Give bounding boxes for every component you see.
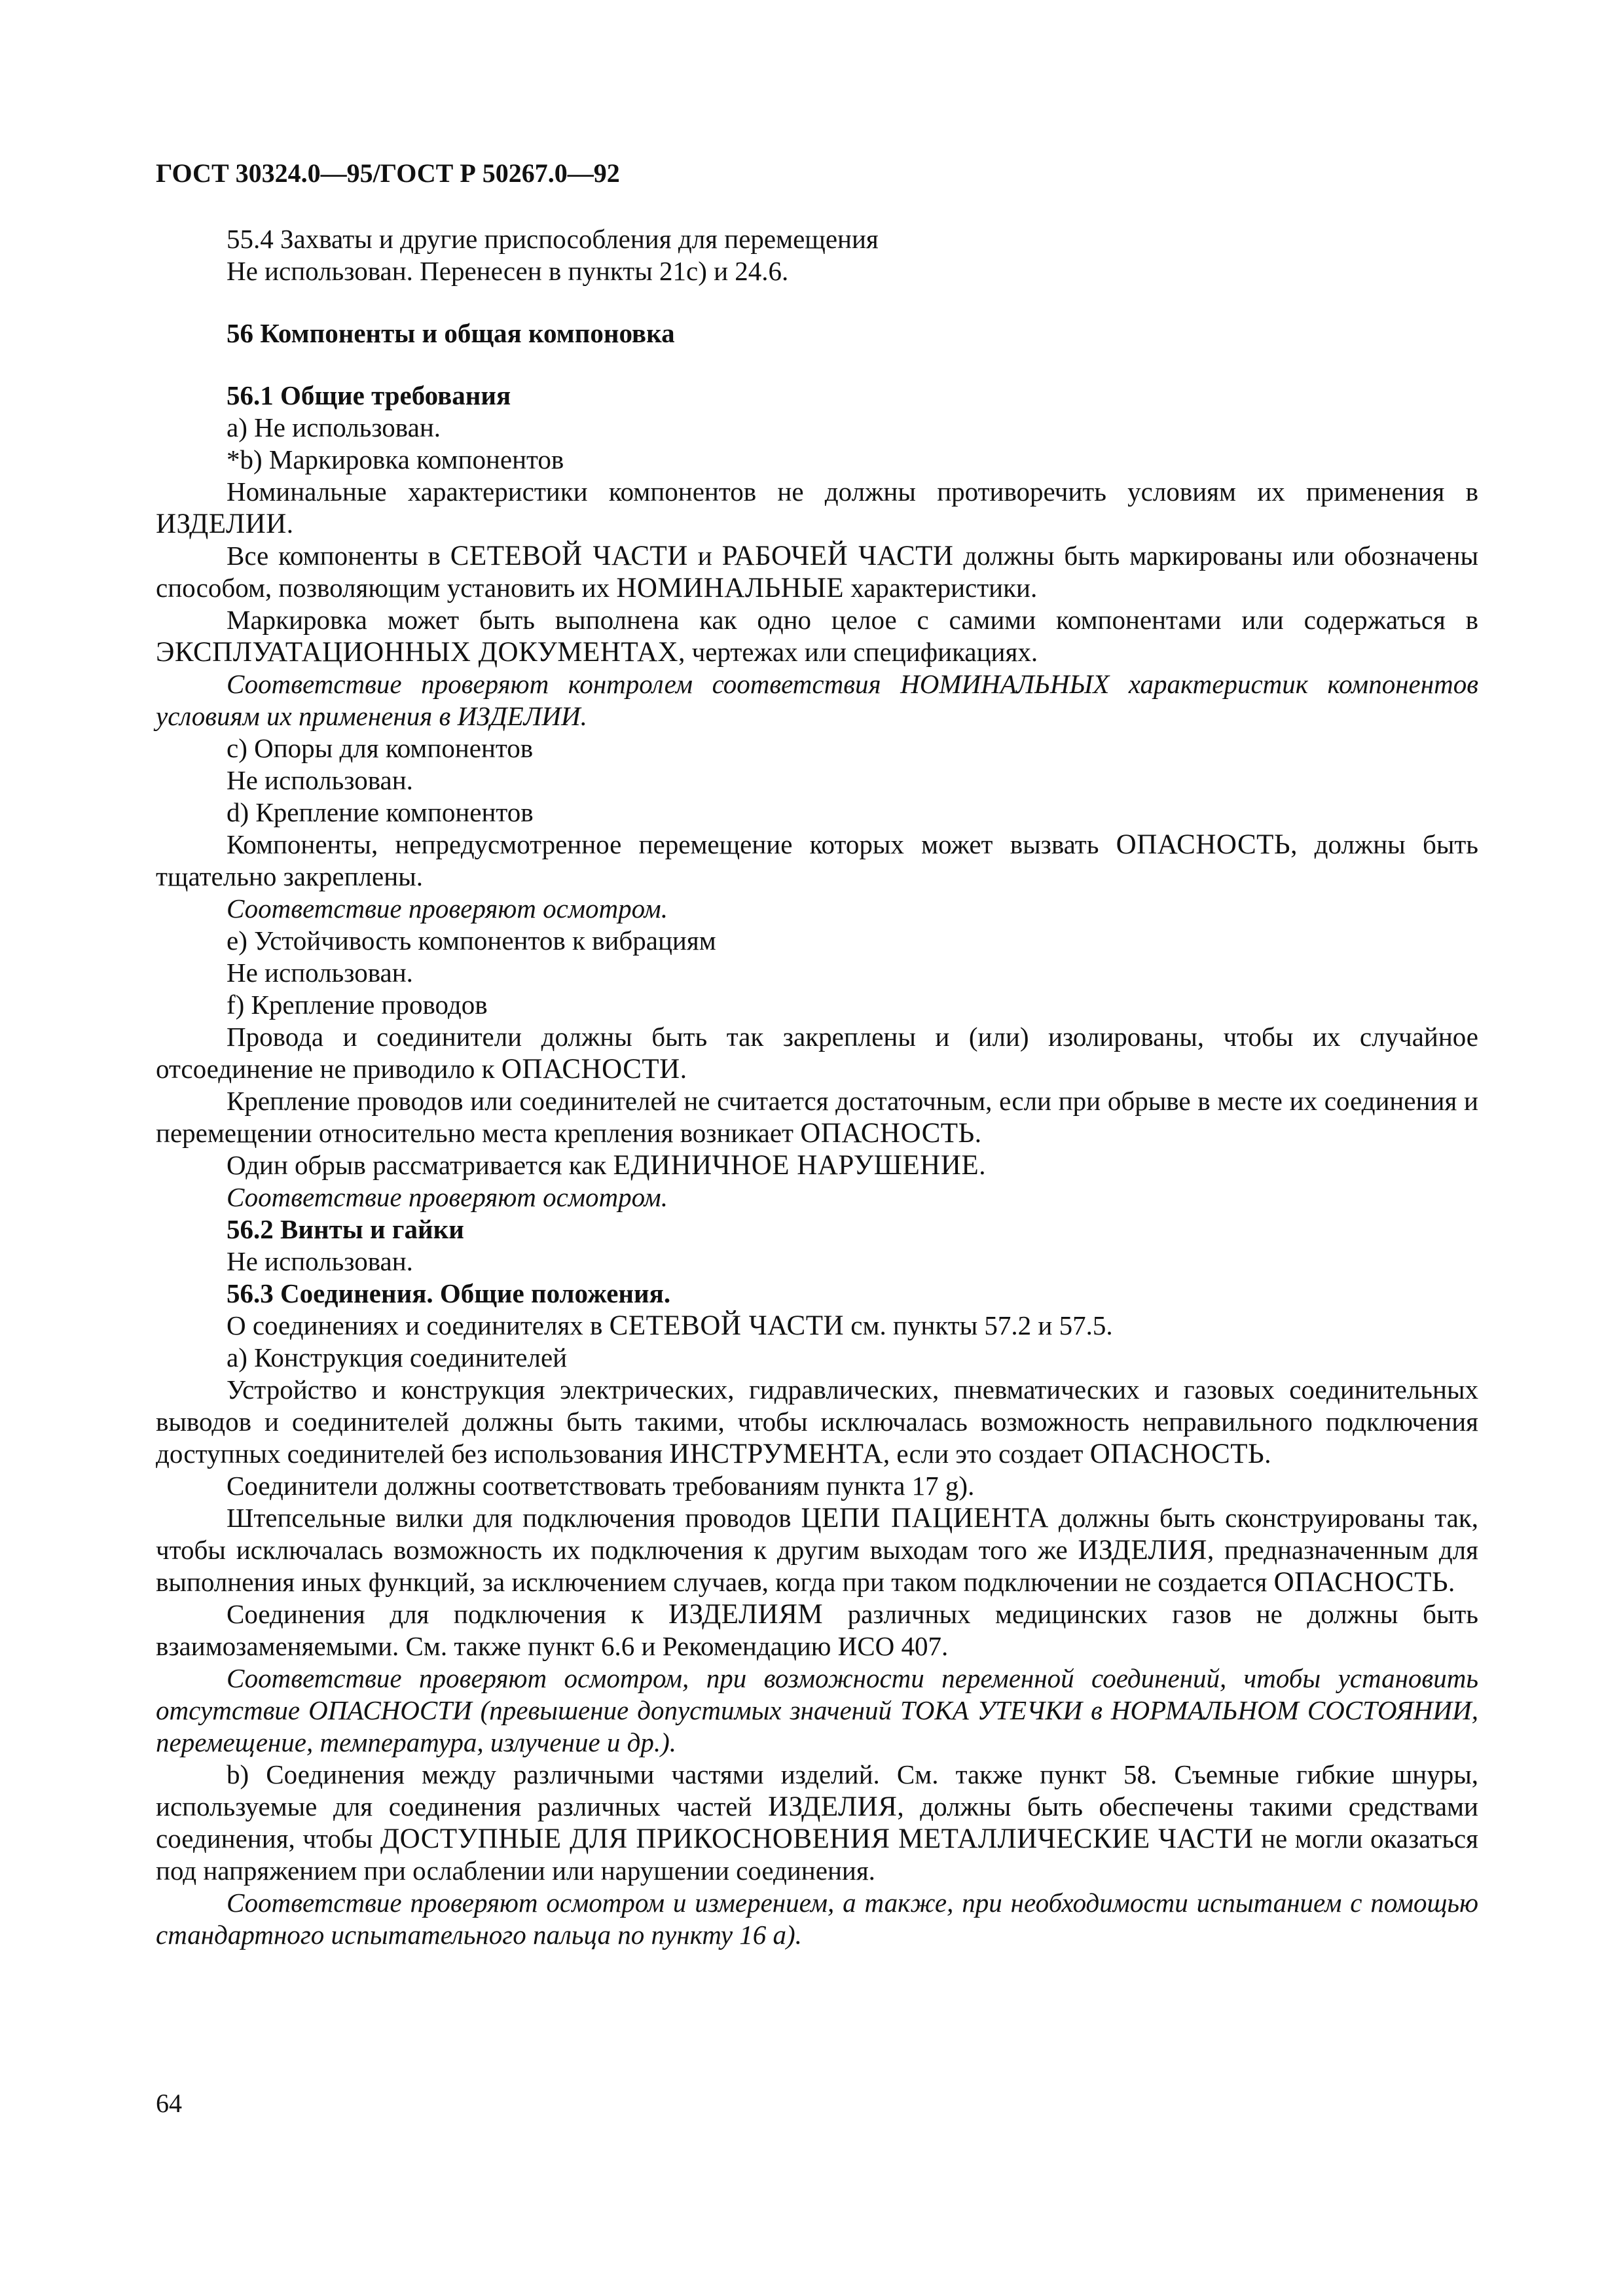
text-run: Провода и соединители должны быть так закреплены и (или) изолированы, чтобы их случайное отсоединение не приводило к xyxy=(156,1022,1478,1084)
defined-term: ИНСТРУМЕНТА xyxy=(669,1439,883,1469)
paragraph xyxy=(156,1310,1478,1342)
paragraph xyxy=(156,829,1478,893)
text-line: a) Конструкция соединителей xyxy=(227,1342,568,1372)
subsection-heading: 56.2 Винты и гайки xyxy=(227,1214,464,1244)
compliance-note: Соответствие проверяют осмотром, при возможности переменной соединений, чтобы установить отсутствие ОПАСНОСТИ (превышение допустимых значений ТОКА УТЕЧКИ в НОРМАЛЬНОМ СОСТОЯНИИ, перемещение, температура, излучение и др.). xyxy=(156,1663,1478,1757)
paragraph xyxy=(156,1502,1478,1598)
defined-term: СЕТЕВОЙ ЧАСТИ xyxy=(609,1310,845,1341)
defined-term: ОПАСНОСТЬ xyxy=(1089,1439,1265,1469)
text-run: . xyxy=(979,1150,986,1180)
paragraph xyxy=(156,540,1478,604)
paragraph xyxy=(156,1149,1478,1181)
paragraph xyxy=(156,1374,1478,1470)
text-run: , должны быть обеспечены такими средствами соединения, чтобы xyxy=(156,1791,1478,1854)
text-run: не могли оказаться под напряжением при ослаблении или нарушении соединения. xyxy=(156,1823,1478,1886)
defined-term: ОПАСНОСТЬ xyxy=(1273,1567,1449,1598)
text-run: Штепсельные вилки для подключения проводов xyxy=(227,1503,801,1533)
paragraph xyxy=(156,604,1478,668)
defined-term: ИЗДЕЛИЯ xyxy=(768,1791,898,1822)
text-run: Компоненты, непредусмотренное перемещение которых может вызвать xyxy=(227,829,1116,859)
text-run: . xyxy=(286,509,294,539)
document-page xyxy=(156,157,1478,2212)
text-line: f) Крепление проводов xyxy=(227,990,488,1020)
defined-term: ОПАСНОСТЬ xyxy=(800,1118,975,1149)
text-line: Не использован. xyxy=(227,958,413,988)
text-run: Один обрыв рассматривается как xyxy=(227,1150,613,1180)
paragraph xyxy=(156,1085,1478,1149)
text-run: Номинальные характеристики компонентов не должны противоречить условиям их применения в xyxy=(227,476,1478,507)
text-run: должны быть сконструированы так, чтобы исключалась возможность их подключения к другим выходам того же xyxy=(156,1503,1478,1565)
compliance-note: Соответствие проверяют контролем соответствия НОМИНАЛЬНЫХ характеристик компонентов условиям их применения в ИЗДЕЛИИ. xyxy=(156,669,1478,731)
compliance-note: Соответствие проверяют осмотром. xyxy=(227,893,668,924)
text-run: , если это создает xyxy=(883,1439,1090,1469)
defined-term: ДОСТУПНЫЕ ДЛЯ ПРИКОСНОВЕНИЯ МЕТАЛЛИЧЕСКИЕ ЧАСТИ xyxy=(380,1823,1254,1854)
defined-term: СЕТЕВОЙ ЧАСТИ xyxy=(450,541,688,571)
text-run: Все компоненты в xyxy=(227,541,450,571)
text-line: Не использован. xyxy=(227,765,413,795)
text-run: , чертежах или спецификациях. xyxy=(678,637,1038,667)
defined-term: ИЗДЕЛИЯМ xyxy=(668,1599,824,1630)
text-run: Соединения для подключения к xyxy=(227,1599,668,1629)
text-run: . xyxy=(974,1118,981,1148)
paragraph xyxy=(156,1759,1478,1887)
text-run: Маркировка может быть выполнена как одно целое с самими компонентами или содержаться в xyxy=(227,605,1478,635)
text-line: Не использован. Перенесен в пункты 21с) и 24.6. xyxy=(227,256,789,286)
subsection-heading: 56.3 Соединения. Общие положения. xyxy=(227,1278,671,1308)
defined-term: ИЗДЕЛИИ xyxy=(156,509,287,539)
text-run: см. пункты 57.2 и 57.5. xyxy=(844,1310,1113,1340)
text-line: a) Не использован. xyxy=(227,412,441,442)
compliance-note: Соответствие проверяют осмотром и измерением, а также, при необходимости испытанием с помощью стандартного испытательного пальца по пункту 16 а). xyxy=(156,1888,1478,1950)
defined-term: НОМИНАЛЬНЫЕ xyxy=(616,573,845,603)
defined-term: ЦЕПИ ПАЦИЕНТА xyxy=(801,1503,1049,1534)
text-line: e) Устойчивость компонентов к вибрациям xyxy=(227,925,716,956)
text-run: b) Соединения между различными частями изделий. См. также пункт 58. Съемные гибкие шнуры, используемые для соединения различных частей xyxy=(156,1759,1478,1821)
text-line: Соединители должны соответствовать требованиям пункта 17 g). xyxy=(227,1471,975,1501)
text-run: . xyxy=(680,1054,687,1084)
defined-term: ОПАСНОСТИ xyxy=(501,1054,680,1085)
section-heading: 56 Компоненты и общая компоновка xyxy=(227,318,675,348)
document-header: ГОСТ 30324.0—95/ГОСТ Р 50267.0—92 xyxy=(156,158,620,188)
text-run: , должны быть тщательно закреплены. xyxy=(156,829,1478,891)
compliance-note: Соответствие проверяют осмотром. xyxy=(227,1182,668,1212)
document-body xyxy=(156,223,1478,1951)
defined-term: ОПАСНОСТЬ xyxy=(1116,829,1291,860)
defined-term: РАБОЧЕЙ ЧАСТИ xyxy=(721,541,954,571)
text-run: различных медицинских газов не должны быть взаимозаменяемыми. См. также пункт 6.6 и Рекомендацию ИСО 407. xyxy=(156,1599,1478,1661)
defined-term: ЕДИНИЧНОЕ НАРУШЕНИЕ xyxy=(613,1150,979,1181)
subsection-heading: 56.1 Общие требования xyxy=(227,380,511,410)
text-run: , предназначенным для выполнения иных функций, за исключением случаев, когда при таком подключении не создается xyxy=(156,1535,1478,1597)
text-line: c) Опоры для компонентов xyxy=(227,733,534,763)
text-run: Устройство и конструкция электрических, гидравлических, пневматических и газовых соединительных выводов и соединителей должны быть такими, чтобы исключалась возможность неправильного подключения доступных соединителей без использования xyxy=(156,1374,1478,1469)
defined-term: ЭКСПЛУАТАЦИОННЫХ ДОКУМЕНТАХ xyxy=(156,637,679,668)
text-run: характеристики. xyxy=(844,573,1038,603)
paragraph xyxy=(156,1021,1478,1085)
defined-term: ИЗДЕЛИЯ xyxy=(1078,1535,1207,1566)
text-line: Не использован. xyxy=(227,1246,413,1276)
paragraph xyxy=(156,476,1478,540)
text-run: Крепление проводов или соединителей не считается достаточным, если при обрыве в месте их соединения и перемещении относительно места крепления возникает xyxy=(156,1086,1478,1148)
text-run: и xyxy=(687,541,722,571)
text-line: *b) Маркировка компонентов xyxy=(227,444,564,475)
paragraph xyxy=(156,1598,1478,1662)
text-run: должны быть маркированы или обозначены способом, позволяющим установить их xyxy=(156,541,1478,603)
page-number: 64 xyxy=(156,2089,182,2118)
text-line: d) Крепление компонентов xyxy=(227,797,534,827)
text-run: . xyxy=(1264,1439,1271,1469)
text-line: 55.4 Захваты и другие приспособления для перемещения xyxy=(227,224,879,254)
text-run: О соединениях и соединителях в xyxy=(227,1310,610,1340)
text-run: . xyxy=(1448,1567,1455,1597)
